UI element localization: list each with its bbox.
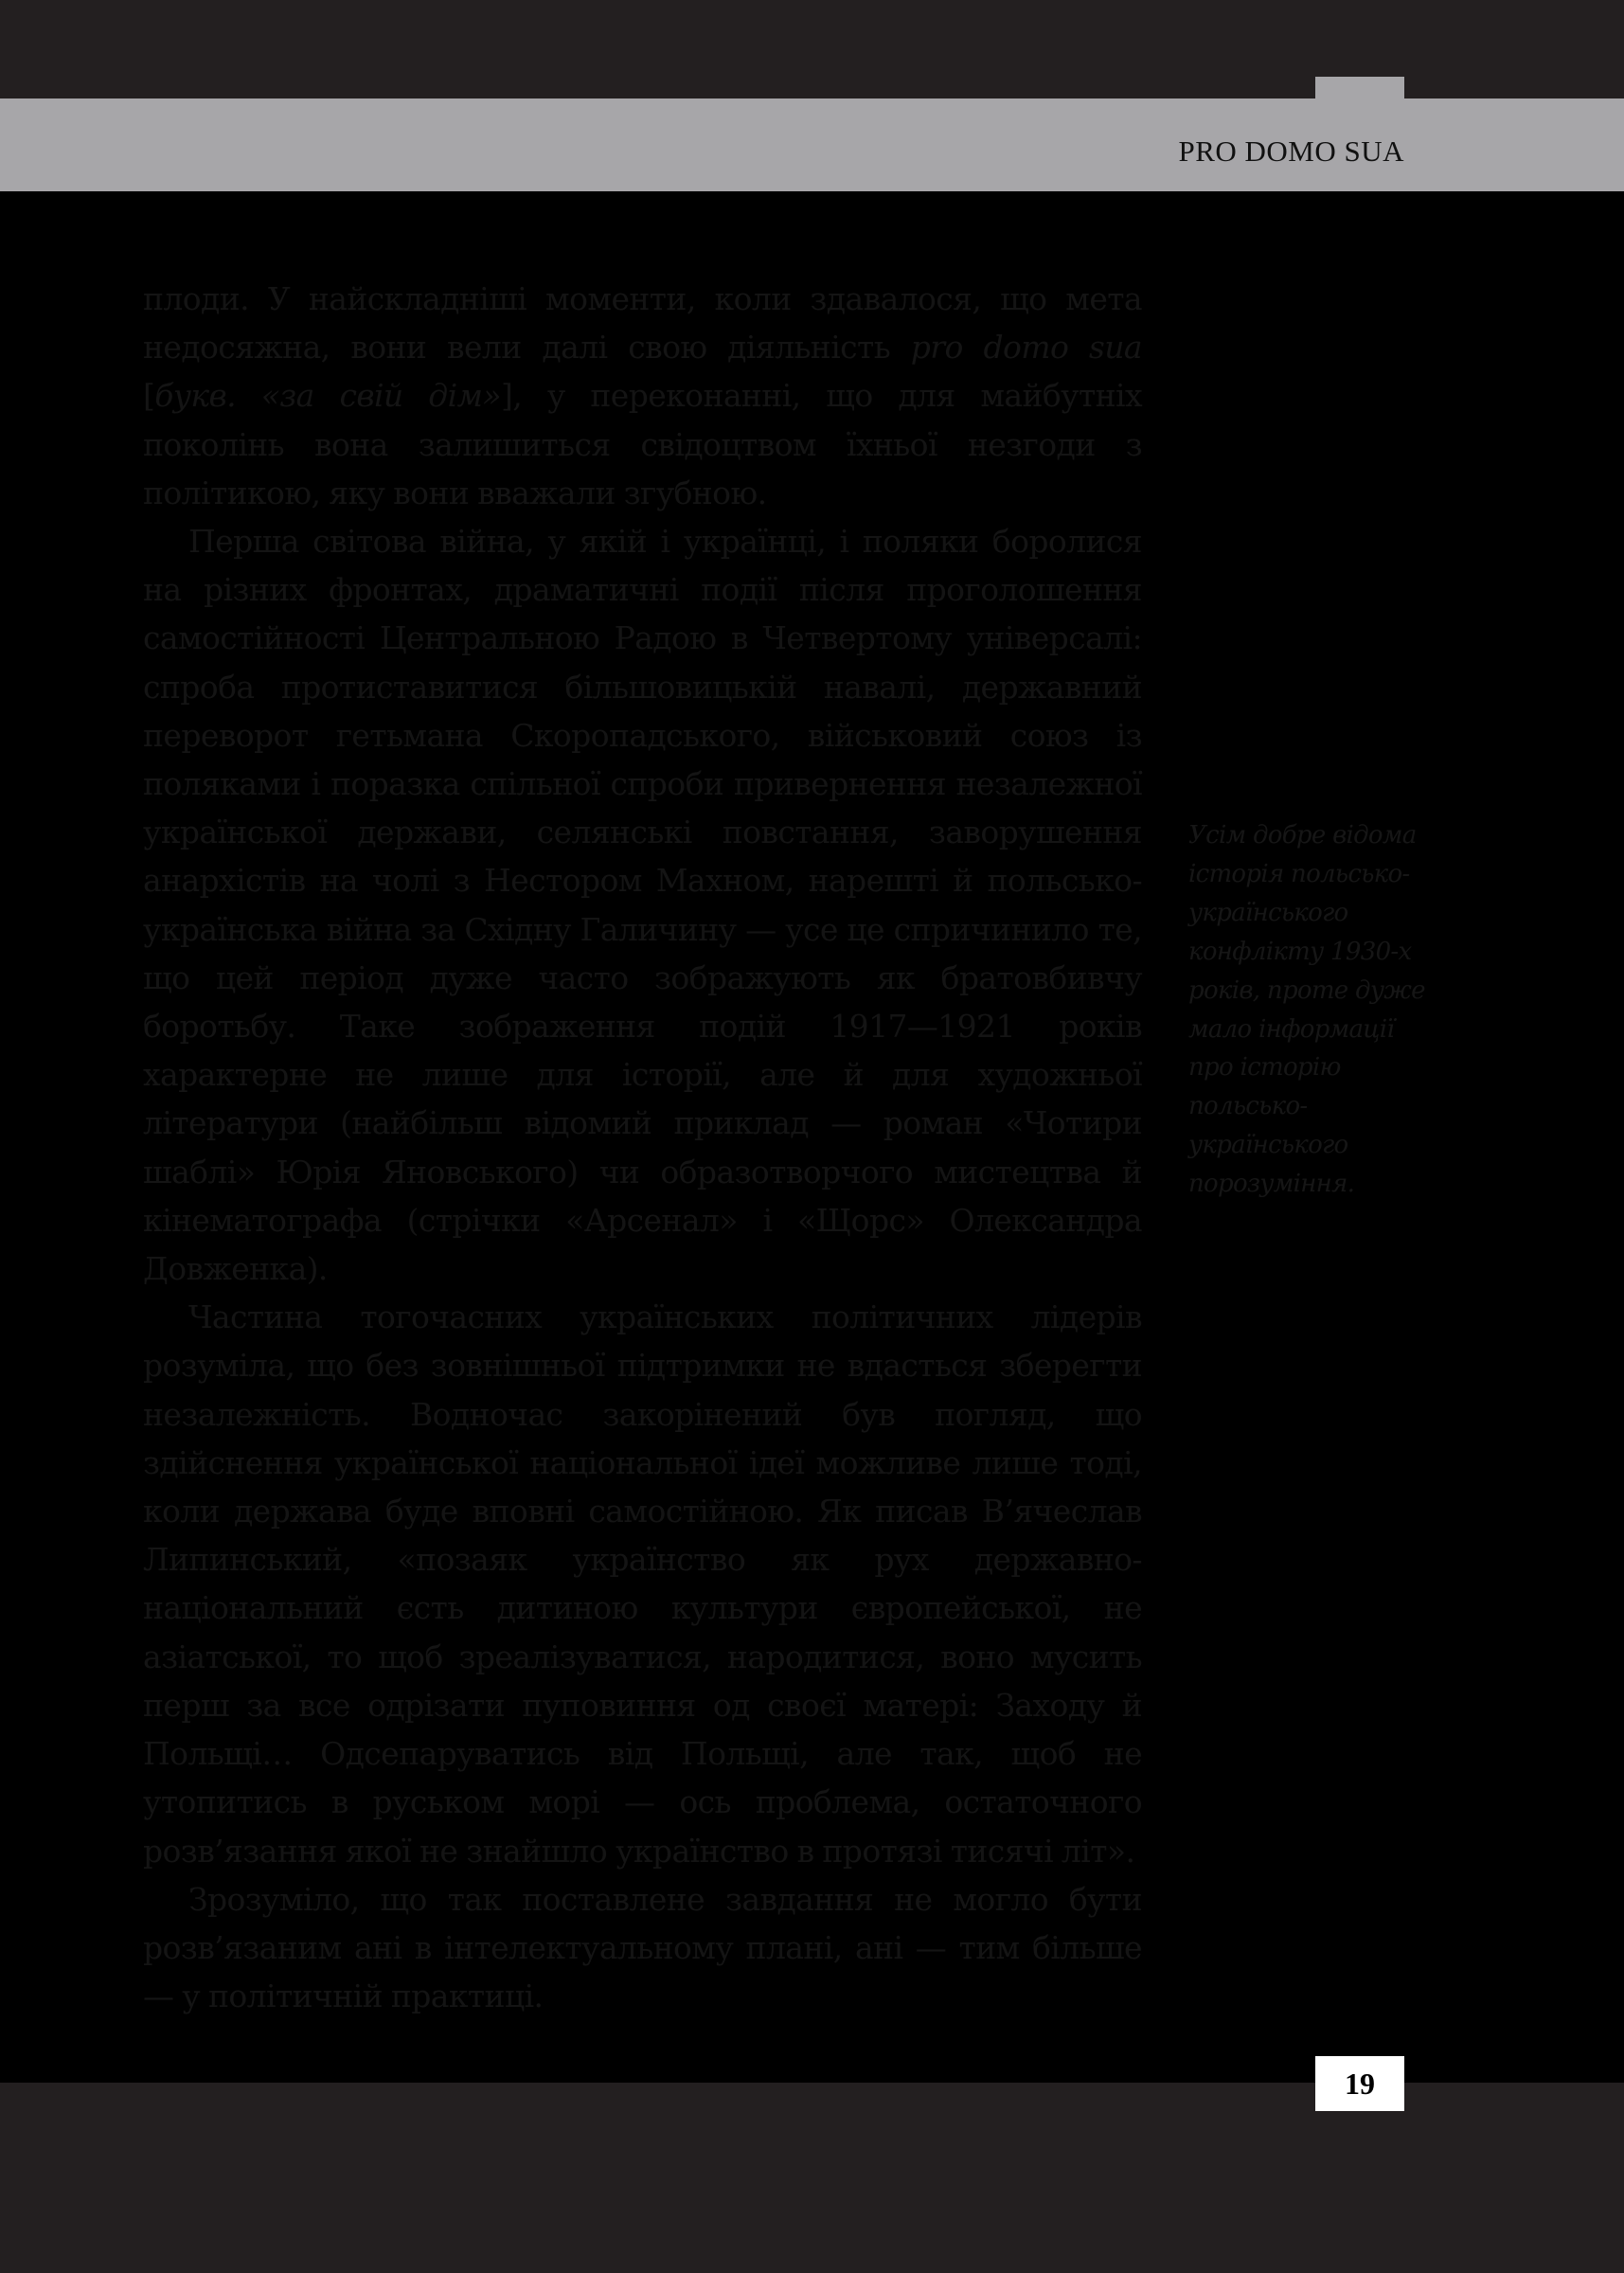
margin-note-line: українського — [1188, 898, 1348, 927]
margin-note-line: порозуміння. — [1188, 1170, 1355, 1199]
paragraph-1 — [143, 275, 1142, 517]
literal-translation-note: букв. «за свій дім» — [154, 377, 501, 415]
paragraph-1-text-a: плоди. У найскладніші моменти, коли здавалося, що мета недосяжна, вони вели далі свою діяльність — [143, 280, 1142, 367]
running-header-title: PRO DOMO SUA — [1178, 134, 1404, 168]
page-number: 19 — [1315, 2056, 1404, 2111]
latin-phrase: pro domo sua — [910, 329, 1142, 367]
margin-note-line: історія польсько- — [1188, 859, 1410, 888]
paragraph-3: Частина тогочасних українських політичних лідерів розуміла, що без зовнішньої підтримки не вдасться зберегти незалежність. Водночас закорінений був погляд, що здійснення української національної ідеї можливе лише тоді, коли держава буде вповні самостійною. Як писав В’ячеслав Липинський, «позаяк українство як рух державно-національний єсть дитиною культури європейської, не азіатської, то щоб зреалізуватися, народитися, воно мусить перш за все одрізати пуповиння од своєї матері: Заходу й Польщі… Одсепаруватись від Польщі, але так, щоб не утопитись в руськом морі — ось проблема, остаточного розв’язання якої не знайшло українство в протязі тисячі літ». — [143, 1298, 1142, 1870]
main-text-column — [143, 275, 1142, 2020]
bottom-band — [0, 2083, 1624, 2273]
margin-note-line: польсько- — [1188, 1092, 1308, 1121]
margin-note-line: Усім добре відома — [1188, 821, 1417, 850]
paragraph-1-text-b: [ — [143, 377, 155, 415]
margin-note — [1188, 816, 1435, 1204]
margin-note-line: українського — [1188, 1131, 1348, 1160]
header-tab — [1315, 77, 1404, 99]
margin-note-line: про історію — [1188, 1053, 1341, 1083]
paragraph-2: Перша світова війна, у якій і українці, і поляки боролися на різних фронтах, драматичні події після проголошення самостійності Центральною Радою в Четвертому універсалі: спроба протиставитися більшовицькій навалі, державний переворот гетьмана Скоропадського, військовий союз із поляками і поразка спільної спроби привернення незалежної української держави, селянські повстання, заворушення анархістів на чолі з Нестором Махном, нарешті й польсько-українська війна за Східну Галичину — усе це спричинило те, що цей період дуже часто зображують як братовбивчу боротьбу. Таке зображення подій 1917—1921 років характерне не лише для історії, але й для художньої літератури (найбільш відомий приклад — роман «Чотири шаблі» Юрія Яновського) чи образотворчого мистецтва й кінематографа (стрічки «Арсенал» і «Щорс» Олександра Довженка). — [143, 523, 1142, 1288]
paragraph-4: Зрозуміло, що так поставлене завдання не могло бути розв’язаним ані в інтелектуальному плані, ані — тим більше — у політичній практиці. — [143, 1880, 1142, 2015]
paragraph-1-text-c: ], у переконанні, що для майбутніх поколінь вона залишиться свідоцтвом їхньої незгоди з політикою, яку вони вважали згубною. — [143, 377, 1143, 511]
margin-note-line: мало інформації — [1188, 1014, 1394, 1044]
margin-note-line: конфлікту 1930-х — [1188, 937, 1412, 966]
margin-note-line: років, проте дуже — [1188, 975, 1425, 1005]
